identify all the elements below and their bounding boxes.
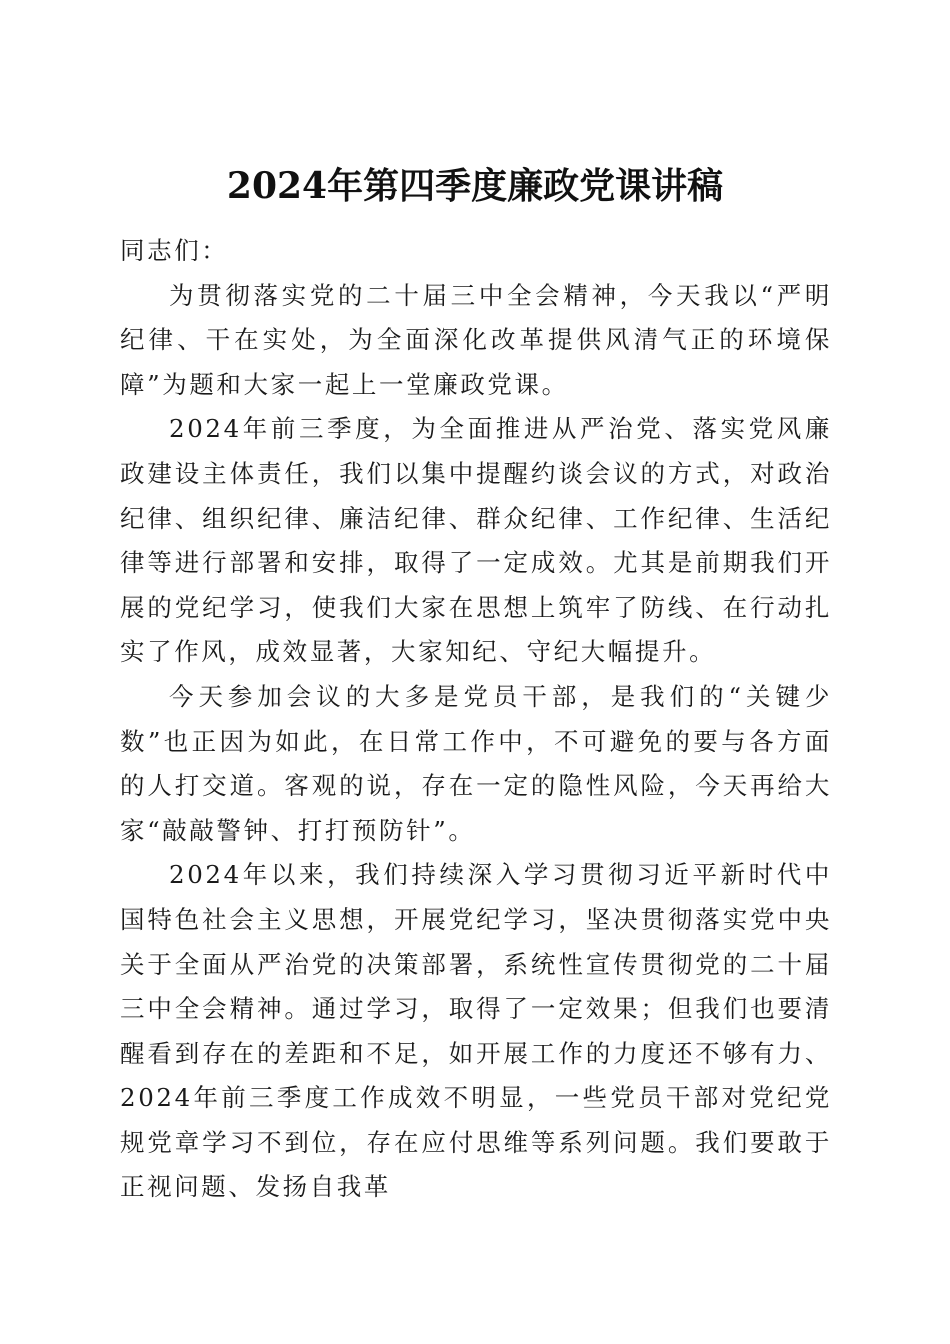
paragraph-key-minority: 今天参加会议的大多是党员干部，是我们的“关键少数”也正因为如此，在日常工作中，不可避免的要与各方面的人打交道。客观的说，存在一定的隐性风险，今天再给大家“敲敲警钟、打打预防针”。 xyxy=(120,681,832,845)
salutation: 同志们： xyxy=(120,236,229,265)
document-body xyxy=(120,229,832,1210)
paragraph-since-2024: 2024年以来，我们持续深入学习贯彻习近平新时代中国特色社会主义思想，开展党纪学习，坚决贯彻落实党中央关于全面从严治党的决策部署，系统性宣传贯彻党的二十届三中全会精神。通过学习，取得了一定效果；但我们也要清醒看到存在的差距和不足，如开展工作的力度还不够有力、2024年前三季度工作成效不明显，一些党员干部对党纪党规党章学习不到位，存在应付思维等系列问题。我们要敢于正视问题、发扬自我革 xyxy=(120,860,832,1202)
paragraph-intro: 为贯彻落实党的二十届三中全会精神，今天我以“严明纪律、干在实处，为全面深化改革提供风清气正的环境保障”为题和大家一起上一堂廉政党课。 xyxy=(120,280,832,399)
document-title: 2024年第四季度廉政党课讲稿 xyxy=(226,165,724,208)
paragraph-first-three-quarters: 2024年前三季度，为全面推进从严治党、落实党风廉政建设主体责任，我们以集中提醒约谈会议的方式，对政治纪律、组织纪律、廉洁纪律、群众纪律、工作纪律、生活纪律等进行部署和安排，取得了一定成效。尤其是前期我们开展的党纪学习，使我们大家在思想上筑牢了防线、在行动扎实了作风，成效显著，大家知纪、守纪大幅提升。 xyxy=(120,414,832,667)
